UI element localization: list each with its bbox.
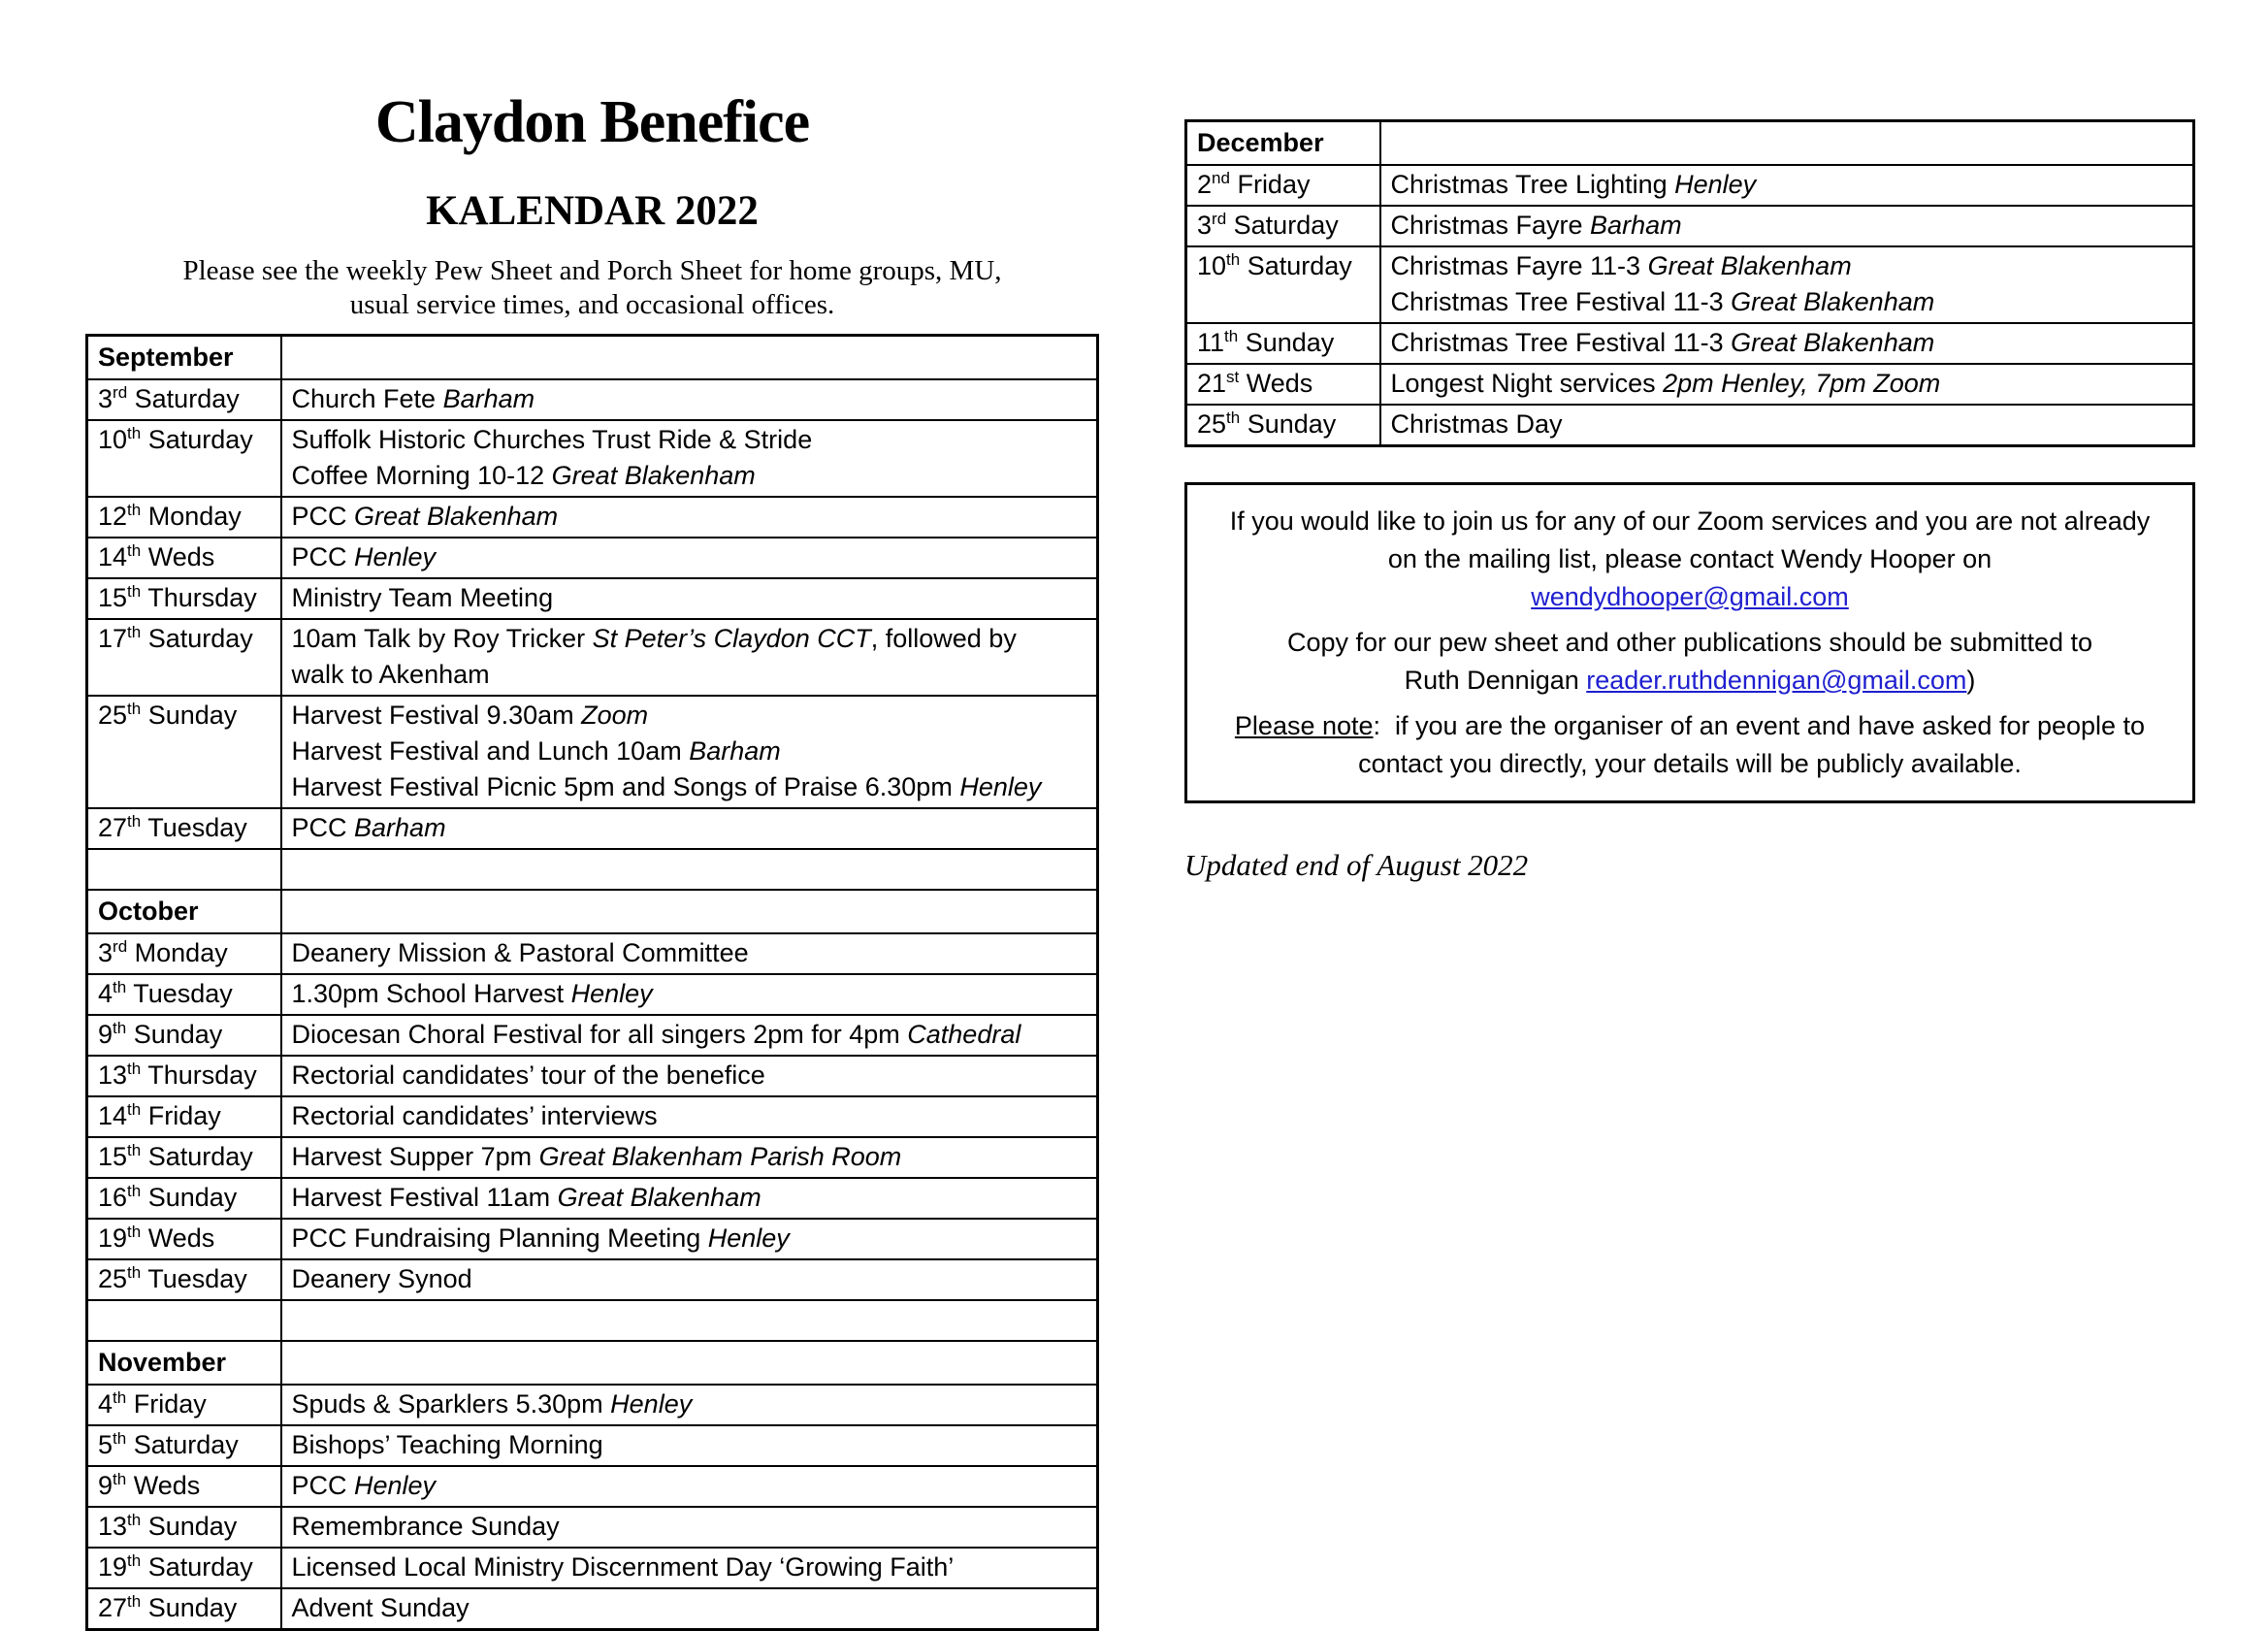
text-segment: on the mailing list, please contact Wendy Hooper on [1387, 544, 1993, 573]
event-line [292, 1427, 1093, 1463]
ordinal-suffix: th [113, 978, 127, 996]
text-segment: Please note [1234, 711, 1374, 740]
event-line [292, 1468, 1093, 1504]
day-cell: 25th Tuesday [87, 1259, 281, 1300]
ordinal-suffix: rd [1212, 210, 1227, 228]
page-title: Claydon Benefice [374, 89, 810, 155]
text-segment: Great Blakenham [557, 1183, 761, 1212]
intro-line-2: usual service times, and occasional offices. [349, 289, 835, 320]
event-row [1186, 246, 2194, 323]
event-row [87, 808, 1098, 849]
day-cell: 25th Sunday [1186, 405, 1380, 446]
event-cell [1380, 165, 2194, 206]
day-cell: 21st Weds [1186, 364, 1380, 405]
day-cell: 12th Monday [87, 497, 281, 538]
event-row [1186, 165, 2194, 206]
note-paragraph [1201, 503, 2179, 616]
month-row [87, 1341, 1098, 1385]
ordinal-suffix: th [127, 1182, 142, 1200]
text-segment: Christmas Fayre [1390, 211, 1591, 240]
day-cell: 14th Friday [87, 1096, 281, 1137]
ordinal-suffix: th [127, 582, 142, 601]
ordinal-suffix: th [1224, 327, 1239, 345]
ordinal-suffix: rd [113, 937, 128, 956]
event-cell [281, 1056, 1098, 1096]
day-cell: 15th Saturday [87, 1137, 281, 1178]
event-row [87, 1548, 1098, 1588]
text-segment: PCC [291, 813, 355, 842]
ordinal-suffix: th [1226, 250, 1241, 269]
text-segment: 1.30pm School Harvest [291, 979, 571, 1008]
note-box [1184, 482, 2195, 803]
text-segment: Barham [689, 736, 781, 766]
text-segment: Barham [1590, 211, 1682, 240]
event-cell [1380, 364, 2194, 405]
event-row [87, 933, 1098, 974]
event-cell [1380, 323, 2194, 364]
event-line [1391, 248, 2189, 284]
ordinal-suffix: th [113, 1429, 127, 1448]
day-cell: 3rd Saturday [87, 379, 281, 420]
blank-row [87, 1300, 1098, 1341]
event-line [292, 1017, 1093, 1053]
day-cell: 3rd Monday [87, 933, 281, 974]
event-line [292, 1590, 1093, 1626]
event-row [87, 420, 1098, 497]
text-segment: Christmas Tree Festival 11-3 [1390, 287, 1732, 316]
event-row [1186, 405, 2194, 446]
event-cell [281, 336, 1098, 380]
event-line [292, 1509, 1093, 1545]
month-row [87, 890, 1098, 933]
event-cell [281, 1219, 1098, 1259]
event-line [292, 1221, 1093, 1256]
ordinal-suffix: th [1226, 408, 1241, 427]
event-row [87, 1096, 1098, 1137]
note-paragraph [1201, 624, 2179, 700]
text-segment: PCC Fundraising Planning Meeting [291, 1223, 708, 1253]
calendar-table-sep-nov [85, 334, 1099, 1631]
day-cell [87, 1300, 281, 1341]
text-segment: Barham [442, 384, 535, 413]
text-segment: Advent Sunday [291, 1593, 470, 1622]
ordinal-suffix: th [127, 700, 142, 718]
event-line [1391, 325, 2189, 361]
text-segment: 10am Talk by Roy Tricker [291, 624, 593, 653]
ordinal-suffix: th [127, 501, 142, 519]
month-label: September [87, 336, 281, 380]
blank-row [87, 849, 1098, 890]
ordinal-suffix: th [127, 1141, 142, 1159]
event-line [1391, 366, 2189, 402]
text-segment: : if you are the organiser of an event and have asked for people to [1373, 711, 2146, 740]
ordinal-suffix: nd [1212, 169, 1230, 187]
text-segment: Henley [354, 542, 437, 571]
ordinal-suffix: th [127, 812, 142, 831]
text-segment: Ruth Dennigan [1404, 666, 1587, 695]
day-cell: 5th Saturday [87, 1425, 281, 1466]
event-row [87, 1137, 1098, 1178]
event-row [1186, 323, 2194, 364]
event-line [292, 621, 1093, 657]
ordinal-suffix: rd [113, 383, 128, 402]
event-line [292, 422, 1093, 458]
text-segment: Zoom [581, 701, 649, 730]
event-row [87, 1385, 1098, 1425]
day-cell: 4th Tuesday [87, 974, 281, 1015]
text-segment: Diocesan Choral Festival for all singers 2pm for 4pm [291, 1020, 908, 1049]
page-subtitle: KALENDAR 2022 [426, 188, 759, 234]
event-row [87, 1259, 1098, 1300]
event-cell [281, 578, 1098, 619]
event-line [1391, 208, 2189, 244]
event-line [292, 1386, 1093, 1422]
day-cell: 2nd Friday [1186, 165, 1380, 206]
event-line [292, 499, 1093, 535]
event-cell [281, 933, 1098, 974]
event-row [87, 1015, 1098, 1056]
text-segment: Deanery Synod [291, 1264, 472, 1293]
ordinal-suffix: th [127, 424, 142, 442]
text-segment: Henley [707, 1223, 790, 1253]
event-line [1391, 284, 2189, 320]
event-line [292, 976, 1093, 1012]
ordinal-suffix: th [127, 1511, 142, 1529]
event-cell [281, 696, 1098, 808]
ordinal-suffix: st [1226, 368, 1240, 386]
text-segment: contact you directly, your details will be publicly available. [1358, 749, 2022, 778]
text-segment: Harvest Festival 9.30am [291, 701, 582, 730]
text-segment: , followed by [870, 624, 1017, 653]
day-cell: 10th Saturday [1186, 246, 1380, 323]
ordinal-suffix: th [113, 1388, 127, 1407]
day-cell: 3rd Saturday [1186, 206, 1380, 246]
text-segment: Henley [959, 772, 1042, 801]
event-cell [281, 808, 1098, 849]
text-segment: Great Blakenham [1731, 328, 1935, 357]
event-cell [281, 1341, 1098, 1385]
event-line [292, 1058, 1093, 1093]
day-cell: 13th Sunday [87, 1507, 281, 1548]
event-line [292, 810, 1093, 846]
event-line [292, 769, 1093, 805]
text-segment: Christmas Day [1390, 409, 1563, 439]
month-label: December [1186, 121, 1380, 166]
event-cell [281, 497, 1098, 538]
text-segment: Great Blakenham [1731, 287, 1935, 316]
event-row [87, 1466, 1098, 1507]
event-line [292, 1180, 1093, 1216]
event-row [87, 696, 1098, 808]
event-cell [281, 1385, 1098, 1425]
text-segment: ) [1966, 666, 1976, 695]
ordinal-suffix: th [127, 623, 142, 641]
day-cell: 25th Sunday [87, 696, 281, 808]
day-cell: 4th Friday [87, 1385, 281, 1425]
text-segment: Barham [354, 813, 446, 842]
text-segment: PCC [291, 502, 355, 531]
text-segment: PCC [291, 542, 355, 571]
event-cell [1380, 206, 2194, 246]
intro-text [85, 254, 1099, 322]
day-cell: 15th Thursday [87, 578, 281, 619]
event-line [292, 698, 1093, 734]
event-cell [281, 538, 1098, 578]
event-line [292, 935, 1093, 971]
day-cell: 17th Saturday [87, 619, 281, 696]
text-segment: PCC [291, 1471, 355, 1500]
day-cell: 19th Weds [87, 1219, 281, 1259]
text-segment: Deanery Mission & Pastoral Committee [291, 938, 749, 967]
event-line [292, 734, 1093, 769]
event-line [1391, 167, 2189, 203]
intro-line-1: Please see the weekly Pew Sheet and Porch Sheet for home groups, MU, [182, 255, 1002, 286]
ordinal-suffix: th [127, 1060, 142, 1078]
text-segment: Christmas Fayre 11-3 [1390, 251, 1648, 280]
text-segment: Cathedral [907, 1020, 1021, 1049]
day-cell: 11th Sunday [1186, 323, 1380, 364]
month-row [1186, 121, 2194, 166]
month-label: October [87, 890, 281, 933]
left-column [85, 0, 1099, 1631]
text-segment: Great Blakenham [1647, 251, 1852, 280]
text-segment: St Peter’s Claydon CCT [592, 624, 871, 653]
event-cell [281, 379, 1098, 420]
day-cell: 19th Saturday [87, 1548, 281, 1588]
ordinal-suffix: th [127, 1263, 142, 1282]
event-line [292, 657, 1093, 693]
event-row [87, 974, 1098, 1015]
event-line [292, 1139, 1093, 1175]
event-line [292, 458, 1093, 494]
event-line [292, 381, 1093, 417]
event-cell [281, 1137, 1098, 1178]
event-cell [281, 1178, 1098, 1219]
text-segment: Henley [610, 1389, 693, 1419]
note-paragraph [1201, 707, 2179, 783]
day-cell: 10th Saturday [87, 420, 281, 497]
text-segment: Longest Night services [1390, 369, 1664, 398]
event-line [292, 1261, 1093, 1297]
day-cell: 27th Tuesday [87, 808, 281, 849]
event-cell [1380, 246, 2194, 323]
day-cell: 9th Weds [87, 1466, 281, 1507]
text-segment: Henley [354, 1471, 437, 1500]
text-segment: Great Blakenham [551, 461, 756, 490]
text-segment: Henley [1674, 170, 1757, 199]
event-line [1391, 407, 2189, 442]
text-segment: Ministry Team Meeting [291, 583, 554, 612]
text-segment: Suffolk Historic Churches Trust Ride & Stride [291, 425, 813, 454]
event-cell [281, 1466, 1098, 1507]
text-segment: Church Fete [291, 384, 443, 413]
email-link[interactable]: reader.ruthdennigan@gmail.com [1586, 666, 1967, 695]
text-segment: Harvest Festival 11am [291, 1183, 558, 1212]
text-segment: Bishops’ Teaching Morning [291, 1430, 603, 1459]
month-row [87, 336, 1098, 380]
event-row [87, 1425, 1098, 1466]
event-row [87, 1588, 1098, 1630]
event-cell [281, 1588, 1098, 1630]
event-row [87, 379, 1098, 420]
right-column [1184, 0, 2195, 913]
event-cell [281, 1300, 1098, 1341]
ordinal-suffix: th [127, 1551, 142, 1570]
text-segment: Rectorial candidates’ interviews [291, 1101, 658, 1130]
text-segment: Copy for our pew sheet and other publications should be submitted to [1286, 628, 2092, 657]
text-segment: Great Blakenham [354, 502, 559, 531]
text-segment: Spuds & Sparklers 5.30pm [291, 1389, 611, 1419]
ordinal-suffix: th [127, 541, 142, 560]
text-segment: Christmas Tree Festival 11-3 [1390, 328, 1732, 357]
event-cell [281, 849, 1098, 890]
updated-note: Updated end of August 2022 [1184, 848, 1529, 882]
day-cell: 13th Thursday [87, 1056, 281, 1096]
event-cell [281, 1507, 1098, 1548]
event-cell [1380, 405, 2194, 446]
event-row [1186, 364, 2194, 405]
ordinal-suffix: th [127, 1223, 142, 1241]
event-row [87, 578, 1098, 619]
email-link[interactable]: wendydhooper@gmail.com [1531, 582, 1849, 611]
day-cell [87, 849, 281, 890]
event-cell [281, 1548, 1098, 1588]
text-segment: 2pm Henley, 7pm Zoom [1663, 369, 1941, 398]
day-cell: 27th Sunday [87, 1588, 281, 1630]
event-line [292, 1098, 1093, 1134]
day-cell: 16th Sunday [87, 1178, 281, 1219]
ordinal-suffix: th [127, 1100, 142, 1119]
event-line [292, 1549, 1093, 1585]
event-row [87, 619, 1098, 696]
ordinal-suffix: th [113, 1019, 127, 1037]
text-segment: Harvest Festival Picnic 5pm and Songs of Praise 6.30pm [291, 772, 960, 801]
event-row [1186, 206, 2194, 246]
event-cell [281, 890, 1098, 933]
event-cell [281, 1096, 1098, 1137]
text-segment: If you would like to join us for any of our Zoom services and you are not already [1229, 506, 2151, 536]
text-segment: walk to Akenham [291, 660, 490, 689]
text-segment: Remembrance Sunday [291, 1512, 560, 1541]
text-segment: Harvest Festival and Lunch 10am [291, 736, 690, 766]
event-cell [281, 1425, 1098, 1466]
event-cell [281, 974, 1098, 1015]
event-row [87, 1056, 1098, 1096]
ordinal-suffix: th [127, 1592, 142, 1611]
ordinal-suffix: th [113, 1470, 127, 1488]
event-line [292, 580, 1093, 616]
text-segment: Licensed Local Ministry Discernment Day ‘Growing Faith’ [291, 1552, 955, 1582]
calendar-table-december [1184, 119, 2195, 447]
event-row [87, 497, 1098, 538]
event-row [87, 538, 1098, 578]
text-segment: Rectorial candidates’ tour of the benefice [291, 1060, 765, 1090]
text-segment: Henley [570, 979, 653, 1008]
event-cell [1380, 121, 2194, 166]
text-segment: Great Blakenham Parish Room [538, 1142, 902, 1171]
text-segment: Christmas Tree Lighting [1390, 170, 1675, 199]
event-cell [281, 619, 1098, 696]
event-cell [281, 1015, 1098, 1056]
event-row [87, 1219, 1098, 1259]
event-row [87, 1178, 1098, 1219]
event-line [292, 539, 1093, 575]
month-label: November [87, 1341, 281, 1385]
text-segment: Coffee Morning 10-12 [291, 461, 552, 490]
text-segment: Harvest Supper 7pm [291, 1142, 539, 1171]
event-row [87, 1507, 1098, 1548]
day-cell: 9th Sunday [87, 1015, 281, 1056]
event-cell [281, 420, 1098, 497]
event-cell [281, 1259, 1098, 1300]
day-cell: 14th Weds [87, 538, 281, 578]
